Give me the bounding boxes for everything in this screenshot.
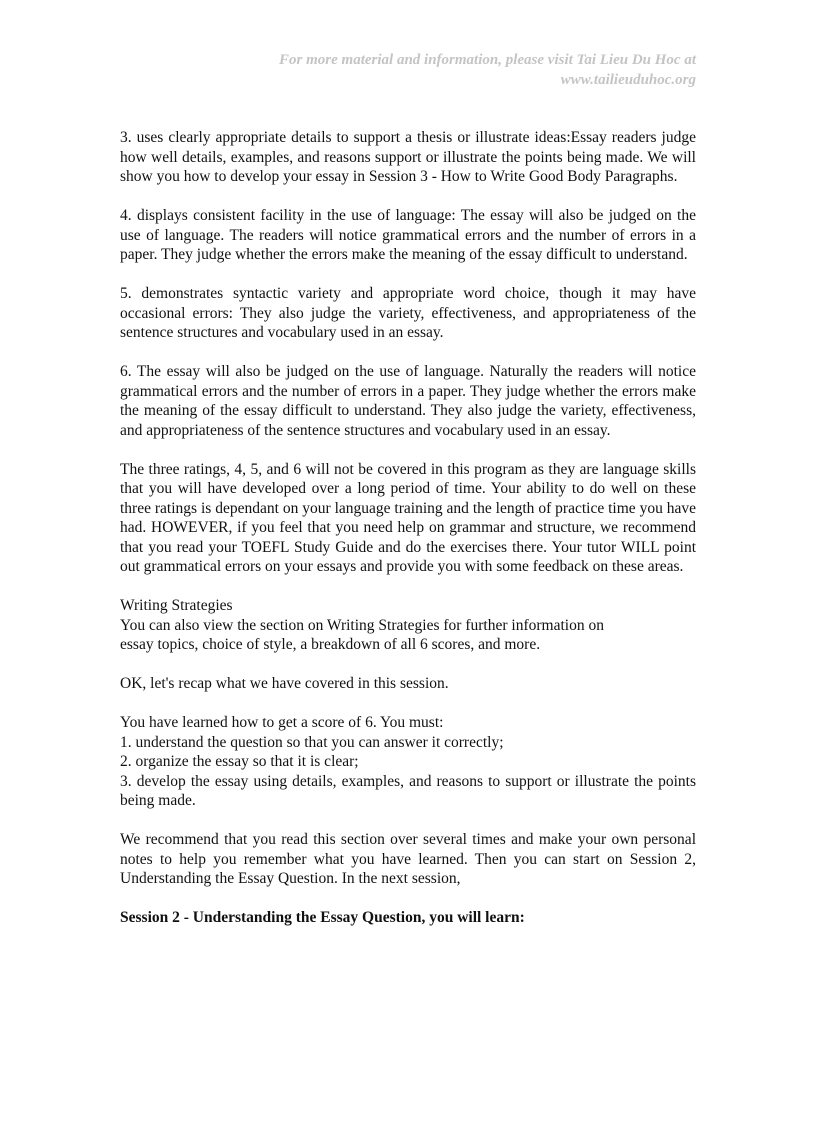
writing-strategies-block: [120, 596, 696, 655]
paragraph-criterion-4: 4. displays consistent facility in the use of language: The essay will also be judged on the use of language. The readers will notice grammatical errors and the number of errors in a paper. They judge whether the errors make the meaning of the essay difficult to understand.: [120, 207, 696, 263]
paragraph-recommend: We recommend that you read this section over several times and make your own personal notes to help you remember what you have learned. Then you can start on Session 2, Understanding the Essay Question. In the next session,: [120, 831, 696, 887]
document-body: [120, 128, 696, 947]
paragraph-criterion-6: 6. The essay will also be judged on the use of language. Naturally the readers will notice grammatical errors and the number of errors in a paper. They judge whether the errors make the meaning of the essay difficult to understand. They also judge the variety, effectiveness, and appropriateness of the sentence structures and vocabulary used in an essay.: [120, 363, 696, 439]
writing-strategies-line-1: You can also view the section on Writing Strategies for further information on: [120, 616, 604, 634]
paragraph-criterion-3: 3. uses clearly appropriate details to support a thesis or illustrate ideas:Essay readers judge how well details, examples, and reasons support or illustrate the points being made. We will show you how to develop your essay in Session 3 - How to Write Good Body Paragraphs.: [120, 129, 696, 185]
header-line-1: For more material and information, please visit Tai Lieu Du Hoc at: [279, 52, 696, 68]
writing-strategies-heading: Writing Strategies: [120, 597, 233, 614]
learned-block: [120, 713, 696, 811]
header-url: www.tailieuduhoc.org: [560, 72, 696, 88]
learned-item-2: 2. organize the essay so that it is clear;: [120, 753, 359, 770]
session-2-heading: Session 2 - Understanding the Essay Question, you will learn:: [120, 909, 525, 926]
learned-item-3: 3. develop the essay using details, examples, and reasons to support or illustrate the points being made.: [120, 772, 696, 809]
paragraph-ratings: The three ratings, 4, 5, and 6 will not be covered in this program as they are language skills that you will have developed over a long period of time. Your ability to do well on these three ratings is dependant on your language training and the length of practice time you have had. HOWEVER, if you feel that you need help on grammar and structure, we recommend that you read your TOEFL Study Guide and do the exercises there. Your tutor WILL point out grammatical errors on your essays and provide you with some feedback on these areas.: [120, 460, 696, 575]
learned-item-1: 1. understand the question so that you can answer it correctly;: [120, 733, 504, 751]
learned-intro: You have learned how to get a score of 6. You must:: [120, 714, 444, 731]
writing-strategies-line-2: essay topics, choice of style, a breakdown of all 6 scores, and more.: [120, 636, 541, 653]
page-header: [196, 50, 696, 90]
paragraph-criterion-5: 5. demonstrates syntactic variety and appropriate word choice, though it may have occasional errors: They also judge the variety, effectiveness, and appropriateness of the sentence structures and vocabulary used in an essay.: [120, 285, 696, 341]
paragraph-recap: OK, let's recap what we have covered in this session.: [120, 675, 449, 692]
